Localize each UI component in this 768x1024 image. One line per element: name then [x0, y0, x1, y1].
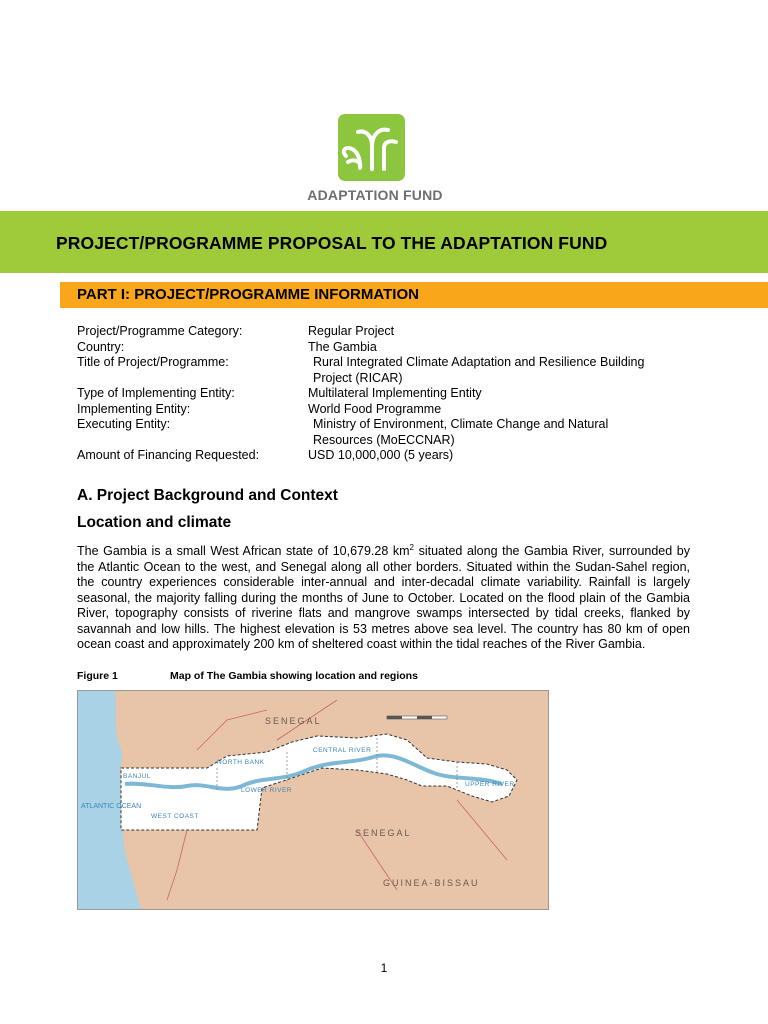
subsection-heading: Location and climate	[77, 514, 232, 531]
page-number: 1	[380, 961, 388, 975]
label-senegal-north: SENEGAL	[265, 716, 322, 726]
info-label: Executing Entity:	[77, 417, 171, 431]
info-label: Type of Implementing Entity:	[77, 386, 235, 400]
location-climate-paragraph	[77, 540, 690, 653]
scale-bar	[387, 716, 447, 719]
info-label: Title of Project/Programme:	[77, 355, 229, 369]
info-row	[77, 340, 668, 356]
label-west-coast: WEST COAST	[151, 813, 199, 820]
figure-title: Map of The Gambia showing location and regions	[170, 670, 418, 682]
part-title: PART I: PROJECT/PROGRAMME INFORMATION	[77, 286, 419, 303]
label-guinea-bissau: GUINEA-BISSAU	[383, 878, 480, 888]
info-value: World Food Programme	[308, 401, 442, 416]
section-heading: A. Project Background and Context	[77, 487, 338, 504]
map-graphic	[77, 690, 549, 910]
label-north-bank: NORTH BANK	[217, 759, 265, 766]
label-senegal-south: SENEGAL	[355, 828, 412, 838]
label-upper-river: UPPER RIVER	[465, 781, 515, 788]
info-label: Country:	[77, 339, 125, 354]
paragraph-text: situated along the Gambia River, surrounded by the Atlantic Ocean to the west, and Senegal along all other borders. Situated within the Sudan-Sahel region, the country experiences considerable inter-annual and inter-decadal climate variability. Rainfall is largely seasonal, the majority falling during the months of June to October. Located on the flood plain of the Gambia River, topography consists of riverine flats and mangrove swamps intersected by tidal creeks, flanked by savannah and low hills. The highest elevation is 53 metres above sea level. The country has 80 km of open ocean coast and approximately 200 km of sheltered coast within the tidal reaches of the River Gambia.	[77, 544, 690, 652]
label-banjul: BANJUL	[123, 773, 151, 780]
info-value: Regular Project	[308, 324, 395, 338]
logo-text: ADAPTATION FUND	[307, 187, 443, 203]
info-label: Project/Programme Category:	[77, 324, 243, 338]
info-row	[77, 417, 668, 448]
info-value: Rural Integrated Climate Adaptation and Resilience Building Project (RICAR)	[313, 355, 645, 385]
info-row	[77, 324, 668, 340]
info-value: Ministry of Environment, Climate Change and Natural Resources (MoECCNAR)	[313, 417, 609, 447]
info-label: Amount of Financing Requested:	[77, 448, 260, 462]
info-label: Implementing Entity:	[77, 401, 191, 416]
logo-mark-icon	[338, 114, 405, 181]
title-banner	[0, 211, 768, 273]
info-value: Multilateral Implementing Entity	[308, 386, 482, 400]
adaptation-fund-logo	[290, 112, 460, 207]
figure-number: Figure 1	[77, 670, 118, 682]
document-title: PROJECT/PROGRAMME PROPOSAL TO THE ADAPTATION FUND	[56, 233, 608, 253]
label-central-river: CENTRAL RIVER	[313, 747, 372, 754]
info-value: The Gambia	[308, 339, 377, 354]
info-value: USD 10,000,000 (5 years)	[308, 448, 454, 462]
info-row	[77, 448, 668, 464]
superscript: 2	[409, 543, 414, 552]
info-row	[77, 386, 668, 402]
info-row	[77, 355, 668, 386]
paragraph-text: The Gambia is a small West African state of 10,679.28 km	[77, 544, 410, 559]
project-info-table	[77, 324, 668, 464]
figure-caption	[77, 670, 418, 682]
label-lower-river: LOWER RIVER	[241, 787, 293, 794]
gambia-map	[77, 690, 549, 910]
label-atlantic-ocean: ATLANTIC OCEAN	[81, 803, 142, 810]
part-banner	[60, 282, 768, 308]
info-row	[77, 402, 668, 418]
